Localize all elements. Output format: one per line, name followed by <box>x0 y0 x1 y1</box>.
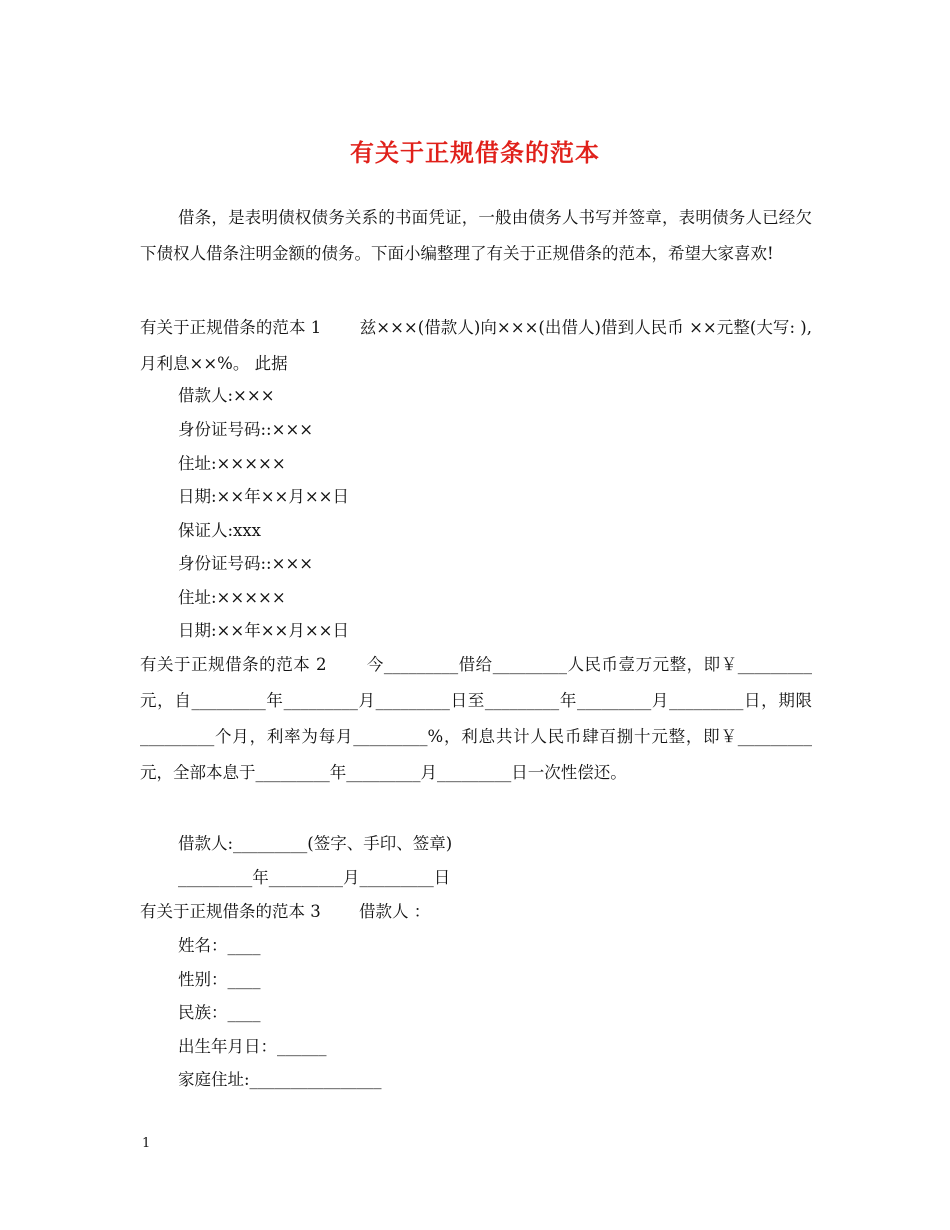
sample3-home-address: 家庭住址:________________ <box>178 1070 382 1089</box>
page-number: 1 <box>142 1136 151 1151</box>
sample1-address: 住址:××××× <box>178 454 286 473</box>
sample2-borrower-signature: 借款人:_________(签字、手印、签章) <box>178 834 453 853</box>
intro-paragraph: 借条，是表明债权债务关系的书面凭证，一般由债务人书写并签章，表明债务人已经欠下债权人借条注明金额的债务。下面小编整理了有关于正规借条的范本，希望大家喜欢! <box>140 208 812 263</box>
sample1-guarantor-date: 日期:××年××月××日 <box>178 621 350 640</box>
sample1-heading: 有关于正规借条的范本 1 兹×××(借款人)向×××(出借人)借到人民币 ××元整(大写: ),月利息××%。 此据 <box>140 318 812 373</box>
sample3-gender: 性别：____ <box>178 970 261 989</box>
sample3-name: 姓名：____ <box>178 936 261 955</box>
sample2-date: _________年_________月_________日 <box>178 868 451 887</box>
sample1-guarantor: 保证人:xxx <box>178 521 261 540</box>
document-title: 有关于正规借条的范本 <box>350 138 600 167</box>
sample1-id: 身份证号码::××× <box>178 420 314 439</box>
sample2-paragraph: 有关于正规借条的范本 2 今_________借给_________人民币壹万元整，即￥_________元，自_________年_________月_________日至_________年_________月_________日，期限_________个月，利率为每月_________%，利息共计人民币肆百捌十元整，即￥_________元，全部本息于_________年_________月_________日一次性偿还。 <box>140 655 812 782</box>
sample1-guarantor-id: 身份证号码::××× <box>178 554 314 573</box>
sample3-birthdate: 出生年月日：______ <box>178 1037 327 1056</box>
sample1-guarantor-address: 住址:××××× <box>178 588 286 607</box>
sample1-date: 日期:××年××月××日 <box>178 487 350 506</box>
sample1-borrower: 借款人:××× <box>178 386 275 405</box>
sample3-heading: 有关于正规借条的范本 3 借款人 ： <box>140 902 431 921</box>
sample3-ethnicity: 民族：____ <box>178 1003 261 1022</box>
